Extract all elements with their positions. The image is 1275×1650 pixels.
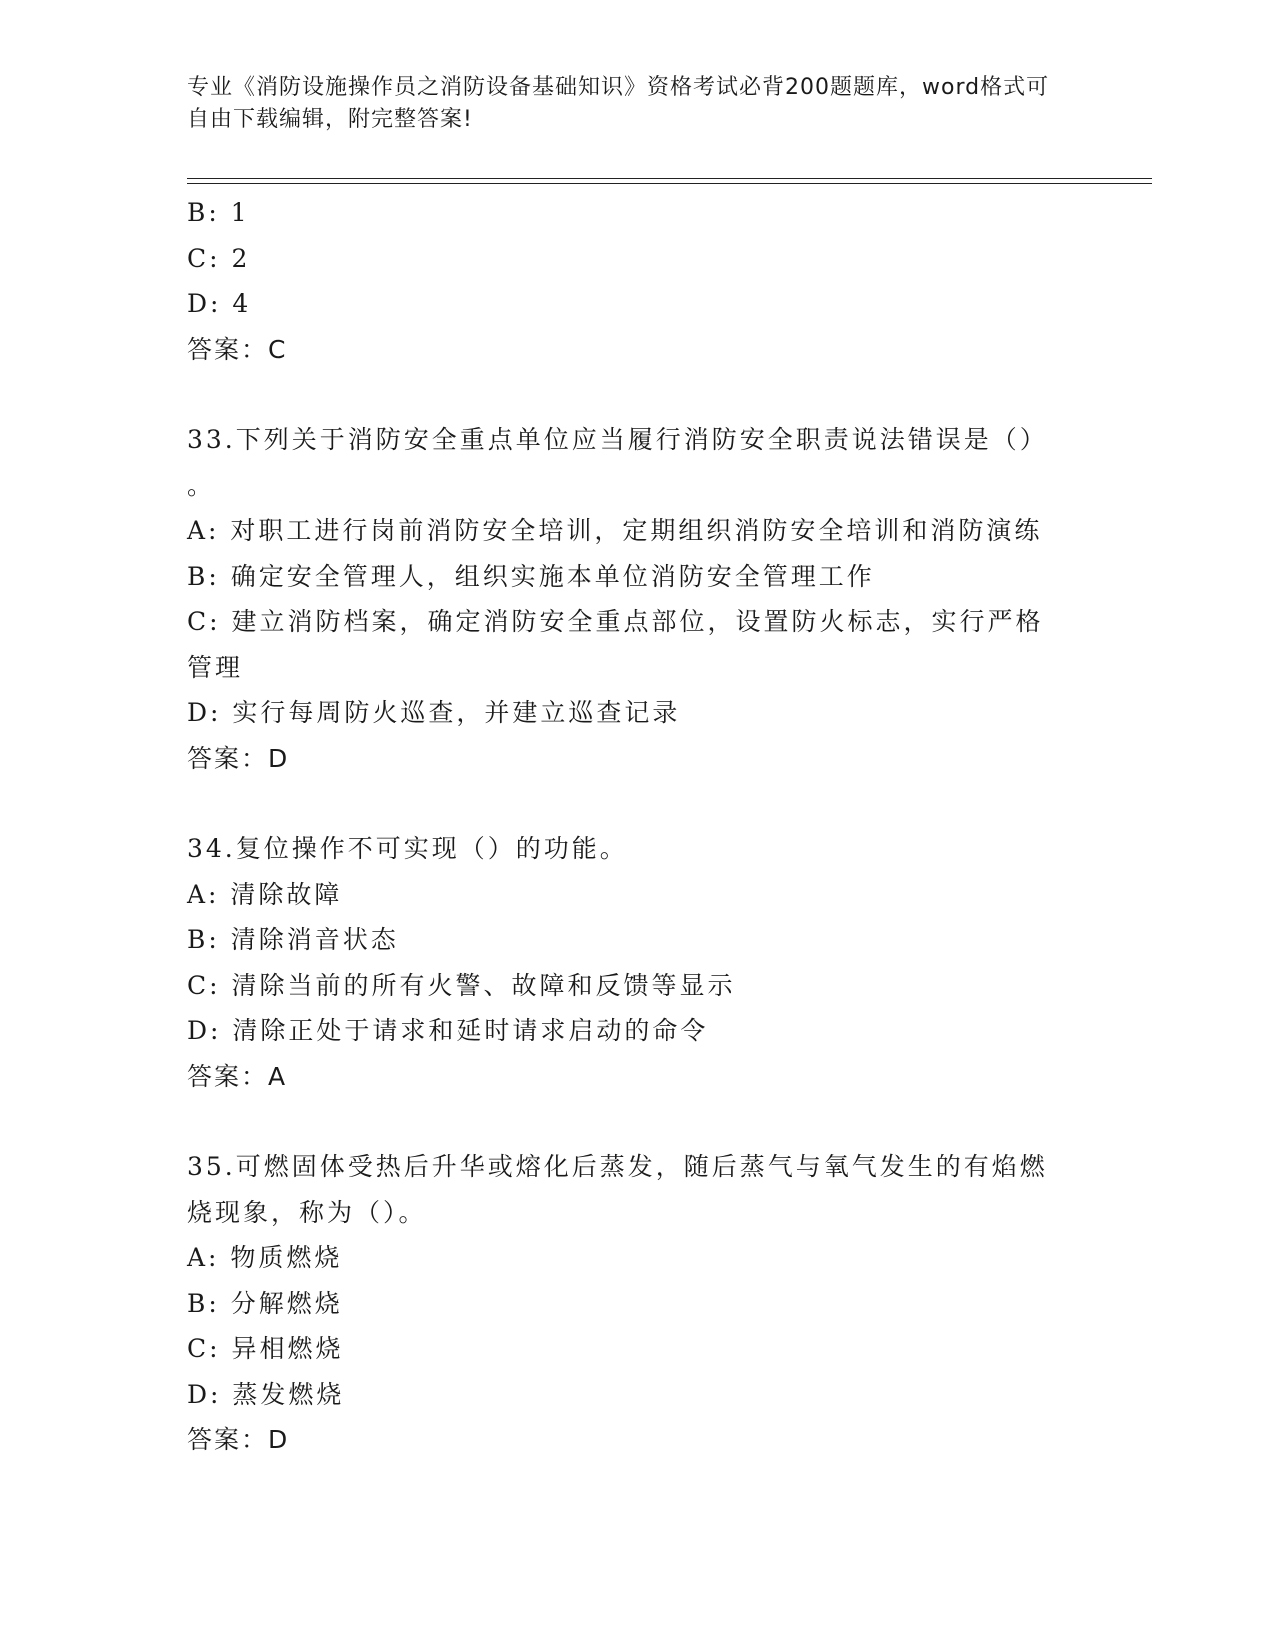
question-34 xyxy=(187,826,1087,1099)
question-stem: 33.下列关于消防安全重点单位应当履行消防安全职责说法错误是（） xyxy=(187,425,1048,454)
question-stem-cont: 烧现象，称为（）。 xyxy=(187,1197,427,1227)
option-d: D: 蒸发燃烧 xyxy=(187,1379,345,1409)
option-c-cont: 管理 xyxy=(187,652,244,682)
option-b: B: 确定安全管理人，组织实施本单位消防安全管理工作 xyxy=(187,561,875,591)
header-rule-bottom xyxy=(187,183,1152,184)
option-d: D: 实行每周防火巡查，并建立巡查记录 xyxy=(187,698,681,727)
option-d: D: 清除正处于请求和延时请求启动的命令 xyxy=(187,1016,709,1045)
document-header: 专业《消防设施操作员之消防设备基础知识》资格考试必背200题题库，word格式可自由下载编辑，附完整答案! xyxy=(187,75,1050,132)
question-35 xyxy=(187,1144,1087,1463)
option-a: A: 清除故障 xyxy=(187,879,343,909)
header-rule-top xyxy=(187,178,1152,179)
document-body xyxy=(187,190,1087,1463)
option-b: B: 分解燃烧 xyxy=(187,1288,343,1318)
question-32-tail xyxy=(187,190,1087,372)
option-c: C: 建立消防档案，确定消防安全重点部位，设置防火标志，实行严格 xyxy=(187,607,1044,636)
option-b: B: 1 xyxy=(187,198,250,227)
question-stem-cont: 。 xyxy=(187,470,216,500)
option-a: A: 物质燃烧 xyxy=(187,1243,343,1272)
question-33 xyxy=(187,417,1087,781)
answer: 答案：D xyxy=(187,1425,290,1454)
option-c: C: 清除当前的所有火警、故障和反馈等显示 xyxy=(187,970,736,1000)
option-b: B: 清除消音状态 xyxy=(187,925,399,954)
answer: 答案：D xyxy=(187,743,290,773)
option-c: C: 2 xyxy=(187,243,251,273)
answer: 答案：C xyxy=(187,334,288,364)
option-a: A: 对职工进行岗前消防安全培训，定期组织消防安全培训和消防演练 xyxy=(187,516,1043,545)
question-stem: 34.复位操作不可实现（）的功能。 xyxy=(187,834,628,863)
answer: 答案：A xyxy=(187,1061,288,1091)
question-stem: 35.可燃固体受热后升华或熔化后蒸发，随后蒸气与氧气发生的有焰燃 xyxy=(187,1152,1048,1181)
option-c: C: 异相燃烧 xyxy=(187,1334,344,1363)
option-d: D: 4 xyxy=(187,289,252,318)
